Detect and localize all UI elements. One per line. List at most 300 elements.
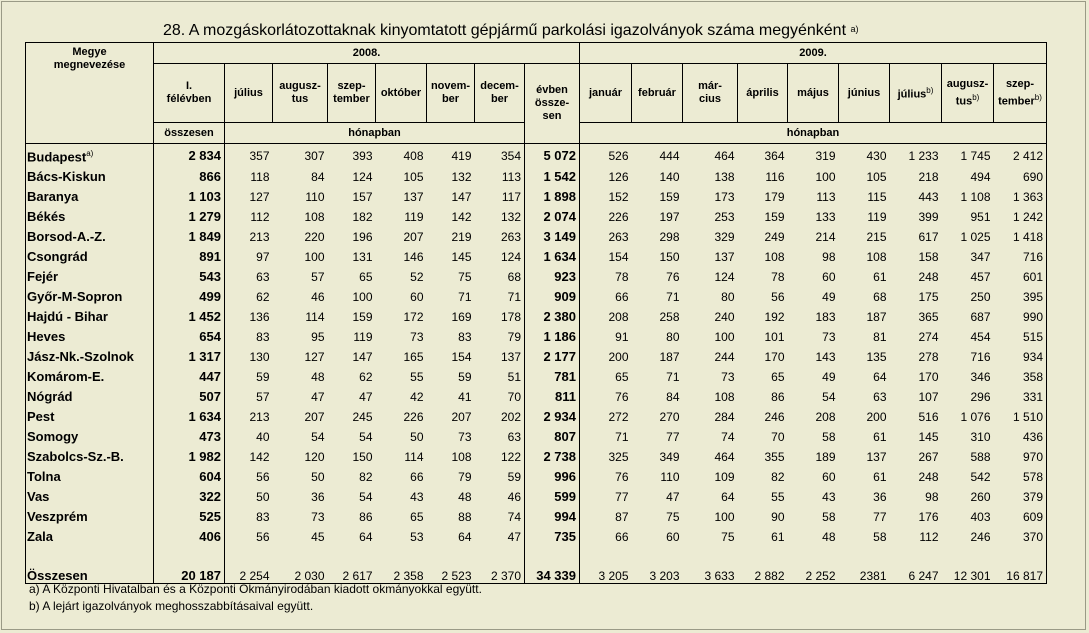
month-2009-value: 16 817 xyxy=(994,547,1047,584)
month-2009-value: 248 xyxy=(918,470,939,485)
month-2008-value: 79 xyxy=(475,327,525,347)
month-2008-value: 112 xyxy=(250,210,270,225)
month-2009-value: 68 xyxy=(873,290,887,305)
month-2009-value: 98 xyxy=(925,490,939,505)
county-label: Összesen xyxy=(27,568,88,584)
month-2008-value: 124 xyxy=(475,247,525,267)
month-2009-value: 325 xyxy=(608,450,629,465)
month-2009-value: 6 247 xyxy=(890,547,942,584)
month-2009-value: 990 xyxy=(994,307,1047,327)
month-2009-value: 71 xyxy=(666,370,680,385)
h1-total: 2 834 xyxy=(154,144,225,168)
month-2009-value: 588 xyxy=(970,450,991,465)
month-2008-value: 114 xyxy=(305,310,325,325)
month-2009-value: 66 xyxy=(615,290,629,305)
county-name xyxy=(26,167,154,187)
year-2008-header: 2008. xyxy=(154,43,580,64)
month-2008-value: 75 xyxy=(458,270,472,285)
month-2009-value: 346 xyxy=(970,370,991,385)
month-2008-value: 65 xyxy=(410,510,424,525)
month-2009-value: 934 xyxy=(994,347,1047,367)
month-2008-value: 83 xyxy=(256,510,270,525)
month-2009-value: 526 xyxy=(608,148,629,163)
month-note: b) xyxy=(1034,92,1042,102)
county-label: Zala xyxy=(27,529,54,545)
header-text: össze- xyxy=(534,97,570,109)
month-2008-value: 54 xyxy=(311,430,325,445)
month-2009-value: 3 205 xyxy=(580,547,632,584)
month-2008-value: 165 xyxy=(403,350,424,365)
county-label: Nógrád xyxy=(27,389,73,405)
month-2008-value: 136 xyxy=(249,310,270,325)
month-2009-value: 73 xyxy=(721,370,735,385)
month-2008-value: 105 xyxy=(403,170,424,185)
table-title xyxy=(163,22,859,40)
month-2009-value: 542 xyxy=(970,470,991,485)
month-2008-value: 118 xyxy=(250,170,270,185)
county-label: Hajdú - Bihar xyxy=(27,309,108,325)
month-2008-value: 63 xyxy=(475,427,525,447)
month-2009-value: 49 xyxy=(822,370,836,385)
month-2008-header xyxy=(328,64,376,123)
month-2008-value: 357 xyxy=(249,148,270,163)
month-2008-value: 71 xyxy=(458,290,472,305)
h1-sub-header: összesen xyxy=(154,123,225,144)
month-2009-value: 73 xyxy=(822,330,836,345)
county-label: Borsod-A.-Z. xyxy=(27,229,106,245)
month-2009-value: 331 xyxy=(994,387,1047,407)
month-2009-value: 78 xyxy=(771,270,785,285)
month-2008-value: 142 xyxy=(451,210,472,225)
month-2009-value: 192 xyxy=(764,310,785,325)
month-2009-header xyxy=(942,64,994,123)
month-2009-value: 100 xyxy=(714,510,735,525)
county-name xyxy=(26,327,154,347)
month-2008-value: 113 xyxy=(475,167,525,187)
month-2009-value: 263 xyxy=(608,230,629,245)
month-2009-value: 150 xyxy=(659,250,680,265)
month-2009-value: 101 xyxy=(764,330,785,345)
month-2009-value: 970 xyxy=(994,447,1047,467)
month-2009-value: 63 xyxy=(873,390,887,405)
month-2008-value: 48 xyxy=(458,490,472,505)
month-2009-value: 1 745 xyxy=(960,148,991,163)
header-text: augusz- xyxy=(279,80,321,92)
month-2009-value: 36 xyxy=(873,490,887,505)
month-2009-value: 77 xyxy=(666,430,680,445)
table-row xyxy=(26,347,1047,367)
month-2008-value: 86 xyxy=(359,510,373,525)
month-2008-value: 108 xyxy=(451,450,472,465)
month-2009-header xyxy=(738,64,788,123)
month-2009-value: 246 xyxy=(764,410,785,425)
header-text: I. xyxy=(185,80,193,92)
county-name xyxy=(26,387,154,407)
month-2008-value: 147 xyxy=(352,350,373,365)
month-2009-value: 170 xyxy=(918,370,939,385)
month-2009-value: 135 xyxy=(866,350,887,365)
month-2009-value: 77 xyxy=(615,490,629,505)
month-2008-value: 47 xyxy=(359,390,373,405)
month-2008-value: 145 xyxy=(451,250,472,265)
month-2008-value: 2 617 xyxy=(328,547,376,584)
month-2008-value: 68 xyxy=(475,267,525,287)
month-2009-value: 403 xyxy=(970,510,991,525)
month-2009-value: 249 xyxy=(764,230,785,245)
county-label: Békés xyxy=(27,209,66,225)
month-2009-value: 76 xyxy=(615,470,629,485)
table-row xyxy=(26,407,1047,427)
month-2009-value: 159 xyxy=(764,210,785,225)
month-2009-value: 140 xyxy=(659,170,680,185)
month-2008-value: 110 xyxy=(305,190,325,205)
month-2009-value: 200 xyxy=(608,350,629,365)
table-row xyxy=(26,367,1047,387)
month-2008-value: 2 358 xyxy=(376,547,427,584)
month-2008-value: 47 xyxy=(475,527,525,547)
county-label: Győr-M-Sopron xyxy=(27,289,123,305)
table-row xyxy=(26,267,1047,287)
month-2009-value: 112 xyxy=(919,530,939,545)
month-2008-value: 219 xyxy=(451,230,472,245)
monthly-2009-label: hónapban xyxy=(580,123,1047,144)
month-2008-value: 226 xyxy=(403,410,424,425)
county-name xyxy=(26,527,154,547)
month-2009-value: 253 xyxy=(714,210,735,225)
month-2009-value: 105 xyxy=(866,170,887,185)
month-2009-value: 64 xyxy=(721,490,735,505)
month-2009-value: 61 xyxy=(873,470,887,485)
month-2009-value: 109 xyxy=(714,470,735,485)
month-2008-value: 57 xyxy=(311,270,325,285)
month-2009-value: 61 xyxy=(873,430,887,445)
month-2009-value: 3 203 xyxy=(632,547,683,584)
header-text: július xyxy=(897,88,927,101)
month-2009-value: 76 xyxy=(666,270,680,285)
month-2009-value: 716 xyxy=(994,247,1047,267)
month-2009-value: 61 xyxy=(771,530,785,545)
h1-total: 1 279 xyxy=(154,207,225,227)
table-row xyxy=(26,227,1047,247)
month-2009-value: 158 xyxy=(918,250,939,265)
month-2009-value: 81 xyxy=(873,330,887,345)
header-text: tus xyxy=(955,95,973,108)
annual-total: 34 339 xyxy=(525,547,580,584)
month-2009-value: 1 233 xyxy=(908,148,939,163)
month-2008-value: 137 xyxy=(475,347,525,367)
h1-total: 866 xyxy=(154,167,225,187)
annual-total: 3 149 xyxy=(525,227,580,247)
annual-total-header xyxy=(525,64,580,144)
month-2008-value: 354 xyxy=(475,144,525,168)
month-2009-value: 58 xyxy=(822,510,836,525)
month-2008-value: 52 xyxy=(410,270,424,285)
month-2008-value: 207 xyxy=(403,230,424,245)
h1-total: 447 xyxy=(154,367,225,387)
month-2008-value: 213 xyxy=(249,230,270,245)
annual-total: 1 634 xyxy=(525,247,580,267)
month-2009-value: 951 xyxy=(970,210,991,225)
month-2008-value: 63 xyxy=(256,270,270,285)
annual-total: 1 542 xyxy=(525,167,580,187)
h1-total: 20 187 xyxy=(154,547,225,584)
annual-total: 909 xyxy=(525,287,580,307)
county-name xyxy=(26,287,154,307)
month-2009-value: 100 xyxy=(815,170,836,185)
month-2009-value: 137 xyxy=(714,250,735,265)
month-2009-value: 124 xyxy=(714,270,735,285)
month-2009-value: 179 xyxy=(764,190,785,205)
month-2008-value: 65 xyxy=(359,270,373,285)
month-2009-value: 370 xyxy=(994,527,1047,547)
header-text: február xyxy=(638,86,676,99)
month-2009-value: 3 633 xyxy=(683,547,738,584)
month-2008-value: 2 370 xyxy=(475,547,525,584)
month-2009-value: 189 xyxy=(815,450,836,465)
month-2008-value: 60 xyxy=(410,290,424,305)
month-2009-value: 215 xyxy=(866,230,887,245)
month-2008-value: 45 xyxy=(311,530,325,545)
month-2009-value: 2 882 xyxy=(738,547,788,584)
month-2008-value: 56 xyxy=(256,470,270,485)
month-2008-value: 73 xyxy=(311,510,325,525)
header-text: évben xyxy=(536,84,568,96)
month-2009-value: 65 xyxy=(771,370,785,385)
table-body xyxy=(26,144,1047,584)
month-2009-value: 1 108 xyxy=(960,190,991,205)
month-2009-value: 108 xyxy=(764,250,785,265)
month-2009-value: 358 xyxy=(994,367,1047,387)
h1-total: 1 317 xyxy=(154,347,225,367)
month-2009-value: 690 xyxy=(994,167,1047,187)
month-2009-value: 90 xyxy=(771,510,785,525)
month-2009-value: 379 xyxy=(994,487,1047,507)
month-2008-value: 50 xyxy=(410,430,424,445)
month-2008-value: 245 xyxy=(352,410,373,425)
month-2008-value: 70 xyxy=(475,387,525,407)
month-2008-value: 55 xyxy=(410,370,424,385)
month-2009-value: 274 xyxy=(918,330,939,345)
month-2009-value: 110 xyxy=(660,470,680,485)
month-2008-value: 120 xyxy=(304,450,325,465)
month-2008-value: 66 xyxy=(410,470,424,485)
h1-total: 525 xyxy=(154,507,225,527)
month-2008-value: 82 xyxy=(359,470,373,485)
month-2008-value: 62 xyxy=(359,370,373,385)
table-row xyxy=(26,247,1047,267)
annual-total: 807 xyxy=(525,427,580,447)
month-2009-value: 115 xyxy=(867,190,887,205)
month-2008-header xyxy=(475,64,525,123)
month-2009-value: 60 xyxy=(822,470,836,485)
month-2009-value: 80 xyxy=(721,290,735,305)
month-2008-value: 147 xyxy=(451,190,472,205)
month-2008-value: 50 xyxy=(256,490,270,505)
month-2009-value: 75 xyxy=(721,530,735,545)
month-2009-value: 80 xyxy=(666,330,680,345)
table-row xyxy=(26,307,1047,327)
month-2008-value: 100 xyxy=(352,290,373,305)
month-2009-value: 2 252 xyxy=(788,547,839,584)
county-note: a) xyxy=(86,149,94,158)
month-2009-value: 267 xyxy=(918,450,939,465)
month-2008-value: 40 xyxy=(256,430,270,445)
data-table xyxy=(25,42,1047,584)
header-text: április xyxy=(746,86,779,99)
header-text: szep- xyxy=(337,80,366,92)
month-2009-value: 82 xyxy=(771,470,785,485)
month-2009-value: 86 xyxy=(771,390,785,405)
month-2009-value: 515 xyxy=(994,327,1047,347)
county-label: Budapest xyxy=(27,149,87,165)
table-row xyxy=(26,187,1047,207)
table-row xyxy=(26,507,1047,527)
county-label: Bács-Kiskun xyxy=(27,169,106,185)
month-2008-header xyxy=(225,64,273,123)
month-2009-value: 47 xyxy=(666,490,680,505)
month-2008-value: 159 xyxy=(352,310,373,325)
month-2008-value: 119 xyxy=(353,330,373,345)
month-2008-value: 71 xyxy=(475,287,525,307)
month-2009-value: 143 xyxy=(815,350,836,365)
month-2008-value: 169 xyxy=(451,310,472,325)
month-2009-value: 197 xyxy=(659,210,680,225)
month-2009-value: 107 xyxy=(918,390,939,405)
month-2009-value: 436 xyxy=(994,427,1047,447)
month-2008-value: 50 xyxy=(311,470,325,485)
month-2009-value: 298 xyxy=(659,230,680,245)
month-2009-value: 119 xyxy=(867,210,887,225)
month-2009-value: 443 xyxy=(918,190,939,205)
footnote-b: b) A lejárt igazolványok meghosszabbításaival együtt. xyxy=(29,599,314,613)
month-2008-value: 127 xyxy=(249,190,270,205)
county-name xyxy=(26,187,154,207)
month-2008-value: 146 xyxy=(403,250,424,265)
month-2008-value: 2 523 xyxy=(427,547,475,584)
month-2009-value: 49 xyxy=(822,290,836,305)
h1-total: 891 xyxy=(154,247,225,267)
county-label: Tolna xyxy=(27,469,61,485)
month-2008-value: 124 xyxy=(352,170,373,185)
month-2009-value: 137 xyxy=(866,450,887,465)
month-2009-value: 48 xyxy=(822,530,836,545)
month-2009-value: 296 xyxy=(970,390,991,405)
month-2009-value: 464 xyxy=(714,148,735,163)
month-2008-value: 36 xyxy=(311,490,325,505)
header-text: már- xyxy=(698,80,722,92)
month-2008-value: 74 xyxy=(475,507,525,527)
month-2008-value: 48 xyxy=(311,370,325,385)
month-2009-value: 71 xyxy=(666,290,680,305)
month-2008-value: 207 xyxy=(304,410,325,425)
county-name xyxy=(26,207,154,227)
h1-total: 406 xyxy=(154,527,225,547)
month-2009-value: 310 xyxy=(970,430,991,445)
month-2008-value: 46 xyxy=(475,487,525,507)
header-text: Megye xyxy=(72,46,107,58)
county-label: Komárom-E. xyxy=(27,369,105,385)
header-text: decem- xyxy=(480,80,519,92)
month-2009-value: 319 xyxy=(815,148,836,163)
county-label: Fejér xyxy=(27,269,59,285)
h1-total: 473 xyxy=(154,427,225,447)
month-2008-value: 42 xyxy=(410,390,424,405)
month-2009-value: 716 xyxy=(970,350,991,365)
county-label: Veszprém xyxy=(27,509,88,525)
county-label: Vas xyxy=(27,489,50,505)
month-2009-value: 284 xyxy=(714,410,735,425)
table-row xyxy=(26,387,1047,407)
county-name xyxy=(26,347,154,367)
month-2009-value: 145 xyxy=(918,430,939,445)
table-row xyxy=(26,287,1047,307)
month-2008-value: 207 xyxy=(451,410,472,425)
month-2008-value: 130 xyxy=(249,350,270,365)
month-2008-value: 108 xyxy=(304,210,325,225)
header-text: tember xyxy=(333,93,370,105)
month-2009-value: 208 xyxy=(608,310,629,325)
month-2009-value: 91 xyxy=(615,330,629,345)
month-2009-value: 56 xyxy=(771,290,785,305)
month-2008-value: 43 xyxy=(410,490,424,505)
month-2009-value: 516 xyxy=(918,410,939,425)
month-2009-value: 100 xyxy=(714,330,735,345)
month-2009-value: 1 418 xyxy=(994,227,1047,247)
header-text: novem- xyxy=(430,80,471,92)
month-2008-value: 62 xyxy=(256,290,270,305)
table-row xyxy=(26,327,1047,347)
month-2009-value: 54 xyxy=(822,390,836,405)
month-2008-value: 393 xyxy=(352,148,373,163)
county-name xyxy=(26,487,154,507)
month-2008-value: 83 xyxy=(458,330,472,345)
header-text: félévben xyxy=(166,93,212,105)
county-label: Heves xyxy=(27,329,66,345)
header-text: megnevezése xyxy=(53,59,126,71)
month-2008-value: 202 xyxy=(475,407,525,427)
month-2008-value: 196 xyxy=(352,230,373,245)
month-2009-value: 347 xyxy=(970,250,991,265)
month-2008-value: 54 xyxy=(359,490,373,505)
month-2008-value: 73 xyxy=(410,330,424,345)
header-text: ber xyxy=(490,93,509,105)
month-2008-value: 64 xyxy=(359,530,373,545)
header-text: július xyxy=(234,86,263,99)
month-2009-header xyxy=(839,64,890,123)
month-2008-value: 97 xyxy=(256,250,270,265)
month-2009-value: 74 xyxy=(721,430,735,445)
h1-total: 1 849 xyxy=(154,227,225,247)
month-2009-value: 617 xyxy=(918,230,939,245)
h1-total: 1 634 xyxy=(154,407,225,427)
month-2008-value: 73 xyxy=(458,430,472,445)
month-2008-value: 64 xyxy=(458,530,472,545)
county-label: Baranya xyxy=(27,189,79,205)
county-name xyxy=(26,427,154,447)
month-2009-value: 601 xyxy=(994,267,1047,287)
county-name xyxy=(26,407,154,427)
table-row xyxy=(26,487,1047,507)
h1-total: 322 xyxy=(154,487,225,507)
month-2008-value: 114 xyxy=(404,450,424,465)
county-label: Jász-Nk.-Szolnok xyxy=(27,349,134,365)
annual-total: 996 xyxy=(525,467,580,487)
annual-total: 599 xyxy=(525,487,580,507)
month-2008-value: 88 xyxy=(458,510,472,525)
month-2009-value: 133 xyxy=(815,210,836,225)
month-2009-header xyxy=(683,64,738,123)
h1-header xyxy=(154,64,225,123)
